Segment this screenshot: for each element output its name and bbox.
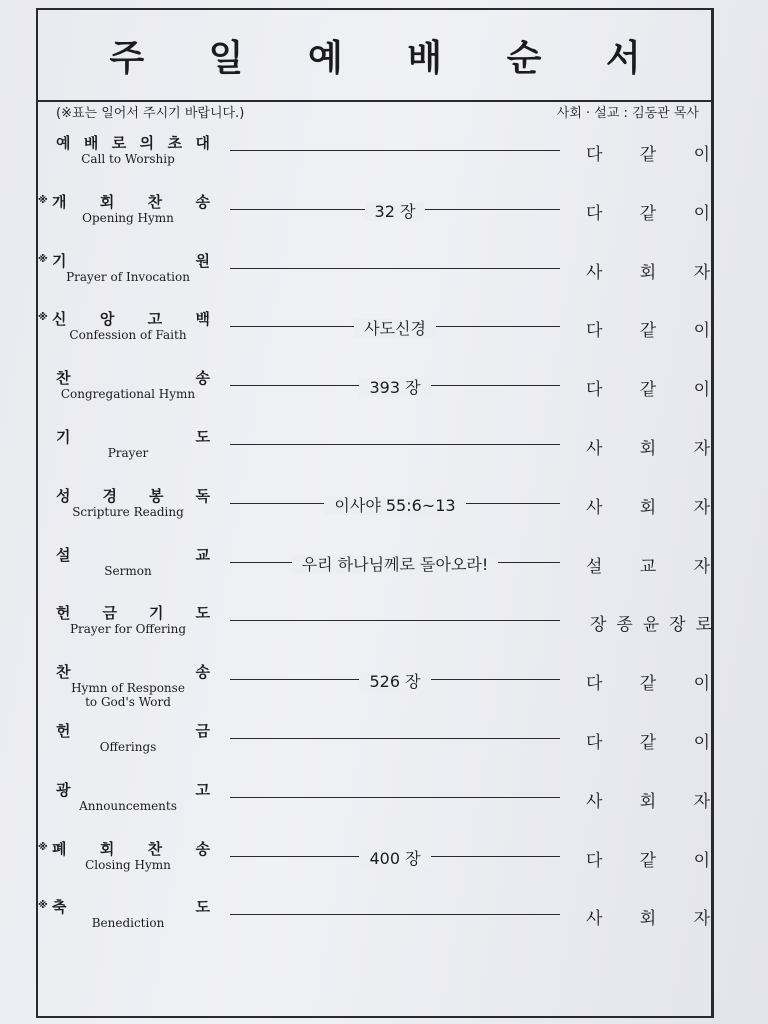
title-char: 송 bbox=[195, 663, 210, 682]
item-leader bbox=[586, 493, 710, 518]
title-char: 로 bbox=[111, 134, 127, 152]
leader-char: 사 bbox=[586, 497, 603, 518]
title-char: 폐 bbox=[52, 839, 67, 858]
item-korean-title bbox=[40, 720, 210, 741]
item-detail bbox=[230, 669, 560, 692]
item-detail-text: 526 장 bbox=[359, 672, 430, 691]
title-char: 찬 bbox=[147, 192, 163, 211]
leader-char: 로 bbox=[695, 615, 712, 636]
item-english-title bbox=[44, 858, 212, 872]
title-char: 개 bbox=[52, 192, 67, 211]
item-korean-title bbox=[40, 544, 210, 565]
leader-char: 다 bbox=[586, 203, 603, 224]
item-english-title bbox=[44, 564, 212, 578]
leader-char: 같 bbox=[639, 145, 657, 165]
english-line: Congregational Hymn bbox=[60, 387, 196, 402]
item-korean-title bbox=[40, 779, 210, 800]
title-char: 기 bbox=[56, 428, 71, 446]
list-item bbox=[38, 600, 712, 656]
leader-line bbox=[230, 797, 560, 798]
item-leader bbox=[586, 199, 710, 224]
item-leader bbox=[586, 787, 710, 812]
leader-line bbox=[230, 150, 560, 151]
item-detail-text: 우리 하나님께로 돌아오라! bbox=[292, 555, 499, 574]
item-leader bbox=[586, 552, 710, 577]
list-item bbox=[38, 130, 712, 186]
item-korean-title bbox=[40, 191, 210, 212]
leader-char: 같 bbox=[639, 203, 657, 224]
title-char: 의 bbox=[139, 134, 155, 152]
leader-char: 자 bbox=[693, 439, 710, 459]
item-korean-title bbox=[40, 838, 210, 859]
stand-mark: ※ bbox=[38, 194, 48, 206]
english-line: Announcements bbox=[79, 798, 177, 813]
english-line: Prayer of Invocation bbox=[66, 269, 190, 284]
list-item bbox=[38, 483, 712, 539]
leader-char: 이 bbox=[693, 203, 710, 224]
title-char: 고 bbox=[147, 310, 163, 329]
title-char: 도 bbox=[195, 604, 210, 623]
item-detail-text: 사도신경 bbox=[354, 319, 436, 338]
page-title: 주 일 예 배 순 서 bbox=[109, 37, 667, 79]
item-english-title bbox=[44, 446, 212, 460]
leader-char: 이 bbox=[693, 674, 710, 695]
leader-char: 사 bbox=[586, 909, 603, 930]
leader-char: 다 bbox=[586, 733, 603, 753]
leader-char: 회 bbox=[639, 909, 657, 930]
item-english-title bbox=[44, 799, 212, 813]
item-leader bbox=[590, 610, 712, 635]
leader-char: 회 bbox=[639, 497, 657, 518]
list-item bbox=[38, 248, 712, 304]
item-detail bbox=[230, 316, 560, 339]
english-line: Hymn of Response bbox=[71, 681, 185, 696]
title-char: 교 bbox=[195, 545, 210, 564]
title-char: 신 bbox=[52, 310, 67, 329]
title-char: 헌 bbox=[56, 604, 71, 623]
bulletin-frame bbox=[36, 8, 714, 1018]
title-char: 앙 bbox=[99, 310, 115, 329]
item-korean-title bbox=[40, 896, 210, 917]
item-detail-text: 이사야 55:6~13 bbox=[324, 496, 465, 515]
title-char: 찬 bbox=[147, 839, 163, 858]
leader-char: 회 bbox=[639, 262, 657, 283]
leader-char: 같 bbox=[639, 321, 657, 342]
leader-char: 다 bbox=[586, 145, 603, 165]
title-char: 송 bbox=[195, 192, 210, 211]
item-detail bbox=[230, 493, 560, 516]
leader-char: 다 bbox=[586, 674, 603, 695]
item-detail bbox=[230, 552, 560, 575]
title-char: 초 bbox=[167, 134, 183, 152]
english-line: Call to Worship bbox=[81, 152, 175, 166]
stand-mark: ※ bbox=[38, 900, 48, 912]
leader-char: 윤 bbox=[642, 615, 660, 636]
list-item bbox=[38, 894, 712, 950]
list-item bbox=[38, 718, 712, 774]
item-leader bbox=[586, 258, 710, 283]
title-char: 봉 bbox=[149, 486, 164, 505]
title-char: 도 bbox=[195, 428, 210, 446]
standing-notice: (※표는 일어서 주시기 바랍니다.) bbox=[56, 106, 245, 121]
leader-char: 교 bbox=[639, 556, 657, 577]
title-char: 도 bbox=[195, 898, 210, 917]
title-char: 대 bbox=[195, 134, 210, 152]
leader-char: 이 bbox=[693, 321, 710, 342]
item-english-title bbox=[44, 622, 212, 636]
leader-char: 설 bbox=[586, 556, 603, 577]
title-char: 예 bbox=[56, 134, 71, 152]
leader-char: 다 bbox=[586, 850, 603, 871]
item-korean-title bbox=[40, 308, 210, 329]
leader-char: 회 bbox=[639, 791, 657, 812]
item-korean-title bbox=[40, 367, 210, 388]
title-char: 독 bbox=[195, 486, 210, 505]
leader-char: 자 bbox=[693, 497, 710, 518]
stand-mark: ※ bbox=[38, 841, 48, 853]
item-english-title bbox=[44, 916, 212, 930]
english-line: Prayer bbox=[107, 446, 149, 460]
title-char: 헌 bbox=[56, 722, 71, 740]
item-korean-title bbox=[40, 485, 210, 506]
title-char: 원 bbox=[195, 251, 210, 270]
english-line: Scripture Reading bbox=[72, 504, 184, 519]
item-korean-title bbox=[40, 661, 210, 682]
english-line: Closing Hymn bbox=[85, 857, 171, 872]
title-char: 송 bbox=[195, 839, 210, 858]
title-char: 축 bbox=[52, 898, 67, 917]
leader-char: 사 bbox=[586, 439, 603, 459]
leader-char: 사 bbox=[586, 262, 603, 283]
item-korean-title bbox=[40, 132, 210, 153]
title-char: 찬 bbox=[56, 369, 71, 388]
leader-char: 같 bbox=[639, 850, 657, 871]
list-item bbox=[38, 189, 712, 245]
leader-char: 사 bbox=[586, 791, 603, 812]
item-leader bbox=[586, 375, 710, 400]
item-leader bbox=[586, 316, 710, 341]
list-item bbox=[38, 542, 712, 598]
leader-char: 회 bbox=[639, 439, 657, 459]
leader-char: 종 bbox=[616, 615, 633, 636]
english-line: Benediction bbox=[91, 916, 165, 931]
title-char: 금 bbox=[195, 722, 210, 740]
item-english-title bbox=[44, 740, 212, 754]
item-detail bbox=[230, 375, 560, 398]
english-line: Opening Hymn bbox=[82, 210, 174, 225]
list-item bbox=[38, 777, 712, 833]
item-english-title bbox=[44, 387, 212, 401]
item-english-title bbox=[44, 328, 212, 342]
item-korean-title bbox=[40, 426, 210, 447]
leader-char: 장 bbox=[669, 615, 686, 636]
title-char: 찬 bbox=[56, 663, 71, 682]
title-char: 기 bbox=[149, 604, 164, 623]
english-line: Offerings bbox=[99, 740, 157, 754]
item-english-title bbox=[44, 505, 212, 519]
leader-line bbox=[230, 738, 560, 739]
item-english-title bbox=[44, 152, 212, 166]
english-line: Sermon bbox=[104, 563, 152, 578]
title-char: 백 bbox=[195, 310, 210, 329]
item-detail bbox=[230, 199, 560, 222]
leader-char: 같 bbox=[639, 674, 657, 695]
leader-char: 자 bbox=[693, 791, 710, 812]
leader-line bbox=[230, 620, 560, 621]
item-english-title bbox=[44, 681, 212, 709]
list-item bbox=[38, 836, 712, 892]
item-leader bbox=[586, 434, 710, 459]
english-line: to God's Word bbox=[85, 695, 171, 710]
leader-char: 다 bbox=[586, 380, 603, 401]
title-box bbox=[38, 10, 712, 102]
title-char: 광 bbox=[56, 780, 71, 799]
item-leader bbox=[586, 904, 710, 929]
leader-char: 자 bbox=[693, 556, 710, 577]
item-detail-text: 393 장 bbox=[359, 378, 430, 397]
item-leader bbox=[586, 669, 710, 694]
leader-char: 같 bbox=[639, 733, 657, 753]
list-item bbox=[38, 306, 712, 362]
title-char: 고 bbox=[195, 780, 210, 799]
stand-mark: ※ bbox=[38, 253, 48, 265]
leader-char: 이 bbox=[693, 850, 710, 871]
leader-line bbox=[230, 268, 560, 269]
stand-mark: ※ bbox=[38, 312, 48, 324]
title-char: 회 bbox=[99, 839, 115, 858]
item-english-title bbox=[44, 211, 212, 225]
presider-line: 사회 · 설교 : 김동관 목사 bbox=[556, 106, 699, 121]
item-detail-text: 32 장 bbox=[365, 202, 426, 221]
english-line: Prayer for Offering bbox=[69, 622, 187, 637]
leader-char: 이 bbox=[693, 733, 710, 753]
title-char: 설 bbox=[56, 545, 71, 564]
title-char: 성 bbox=[56, 486, 71, 505]
leader-char: 이 bbox=[693, 380, 710, 401]
leader-char: 자 bbox=[693, 909, 710, 930]
item-english-title bbox=[44, 270, 212, 284]
leader-char: 같 bbox=[639, 380, 657, 401]
list-item bbox=[38, 659, 712, 715]
item-korean-title bbox=[40, 250, 210, 271]
item-detail bbox=[230, 846, 560, 869]
item-leader bbox=[586, 728, 710, 753]
leader-line bbox=[230, 914, 560, 915]
item-leader bbox=[586, 846, 710, 871]
leader-line bbox=[230, 444, 560, 445]
title-char: 경 bbox=[102, 486, 117, 505]
title-char: 송 bbox=[195, 369, 210, 388]
title-char: 금 bbox=[102, 604, 117, 623]
item-leader bbox=[586, 140, 710, 165]
leader-char: 다 bbox=[586, 321, 603, 342]
list-item bbox=[38, 424, 712, 480]
title-char: 배 bbox=[83, 134, 99, 152]
item-detail-text: 400 장 bbox=[359, 849, 430, 868]
list-item bbox=[38, 365, 712, 421]
title-char: 회 bbox=[99, 192, 115, 211]
english-line: Confession of Faith bbox=[69, 328, 187, 343]
leader-char: 이 bbox=[693, 145, 710, 165]
item-korean-title bbox=[40, 602, 210, 623]
leader-char: 자 bbox=[693, 262, 710, 283]
title-char: 기 bbox=[52, 251, 67, 270]
leader-char: 장 bbox=[590, 615, 607, 636]
